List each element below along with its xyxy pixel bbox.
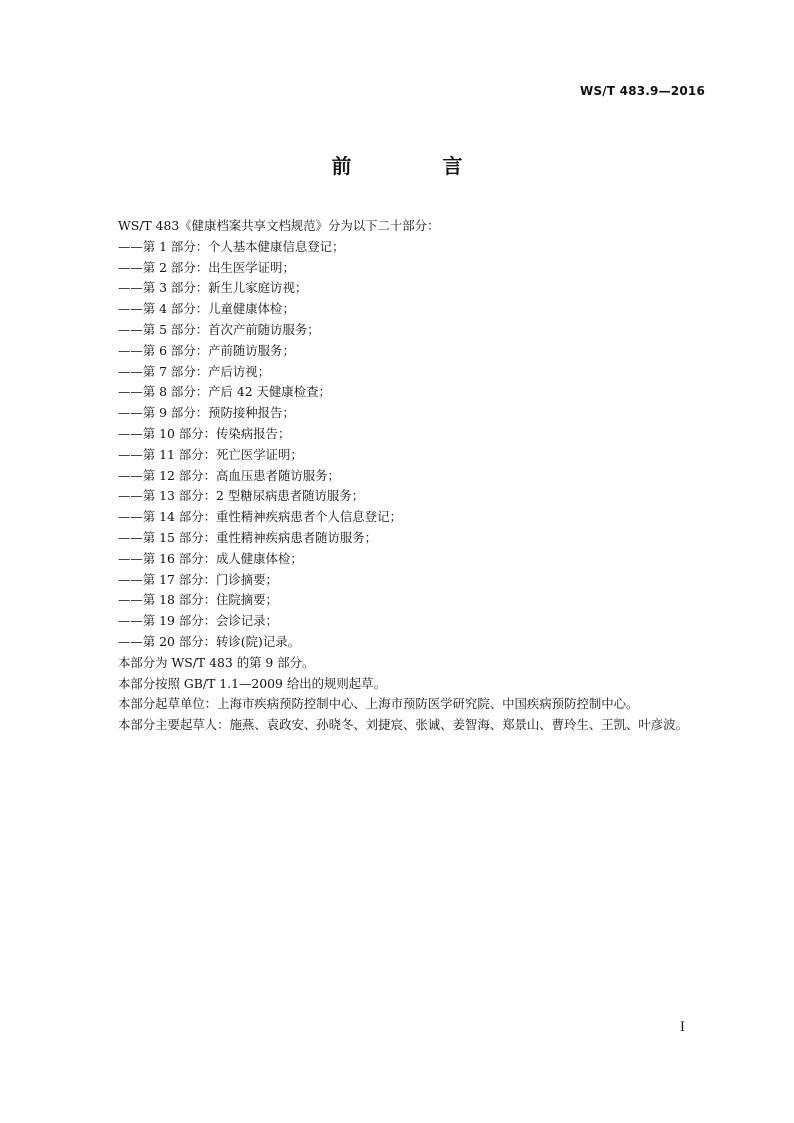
drafters-statement: 本部分主要起草人：施燕、袁政安、孙晓冬、刘捷宸、张诚、姜智海、郑景山、曹玲生、王凯、叶彦波。	[118, 717, 688, 733]
part-list-item: ——第 1 部分：个人基本健康信息登记；	[118, 238, 345, 254]
part-list-item: ——第 15 部分：重性精神疾病患者随访服务；	[118, 529, 378, 545]
part-list-item: ——第 14 部分：重性精神疾病患者个人信息登记；	[118, 509, 402, 525]
part-list-item: ——第 7 部分：产后访视；	[118, 363, 271, 379]
page-number: I	[679, 1020, 685, 1035]
document-code: WS/T 483.9—2016	[580, 84, 705, 98]
part-list-item: ——第 17 部分：门诊摘要；	[118, 571, 278, 587]
part-list-item: ——第 5 部分：首次产前随访服务；	[118, 321, 320, 337]
part-list-item: ——第 13 部分：2 型糖尿病患者随访服务；	[118, 488, 365, 504]
part-list-item: ——第 11 部分：死亡医学证明；	[118, 446, 303, 462]
part-list-item: ——第 8 部分：产后 42 天健康检查；	[118, 384, 331, 400]
part-list-item: ——第 12 部分：高血压患者随访服务；	[118, 467, 340, 483]
intro-line: WS/T 483《健康档案共享文档规范》分为以下二十部分：	[118, 218, 440, 233]
part-list-item: ——第 9 部分：预防接种报告；	[118, 405, 295, 421]
foreword-body	[118, 216, 718, 736]
part-list-item: ——第 10 部分：传染病报告；	[118, 425, 291, 441]
part-list-item: ——第 6 部分：产前随访服务；	[118, 342, 295, 358]
part-list-item: ——第 4 部分：儿童健康体检；	[118, 301, 295, 317]
part-list-item: ——第 3 部分：新生儿家庭访视；	[118, 280, 308, 296]
part-list-item: ——第 18 部分：住院摘要；	[118, 592, 278, 608]
part-list-item: ——第 20 部分：转诊(院)记录。	[118, 633, 300, 649]
part-statement: 本部分为 WS/T 483 的第 9 部分。	[118, 654, 315, 670]
drafting-rules-statement: 本部分按照 GB/T 1.1—2009 给出的规则起草。	[118, 675, 386, 691]
part-list-item: ——第 2 部分：出生医学证明；	[118, 259, 295, 275]
part-list-item: ——第 16 部分：成人健康体检；	[118, 550, 303, 566]
drafting-units-statement: 本部分起草单位：上海市疾病预防控制中心、上海市预防医学研究院、中国疾病预防控制中心。	[118, 696, 639, 712]
part-list-item: ——第 19 部分：会诊记录；	[118, 613, 278, 629]
page-title: 前 言	[331, 154, 505, 178]
